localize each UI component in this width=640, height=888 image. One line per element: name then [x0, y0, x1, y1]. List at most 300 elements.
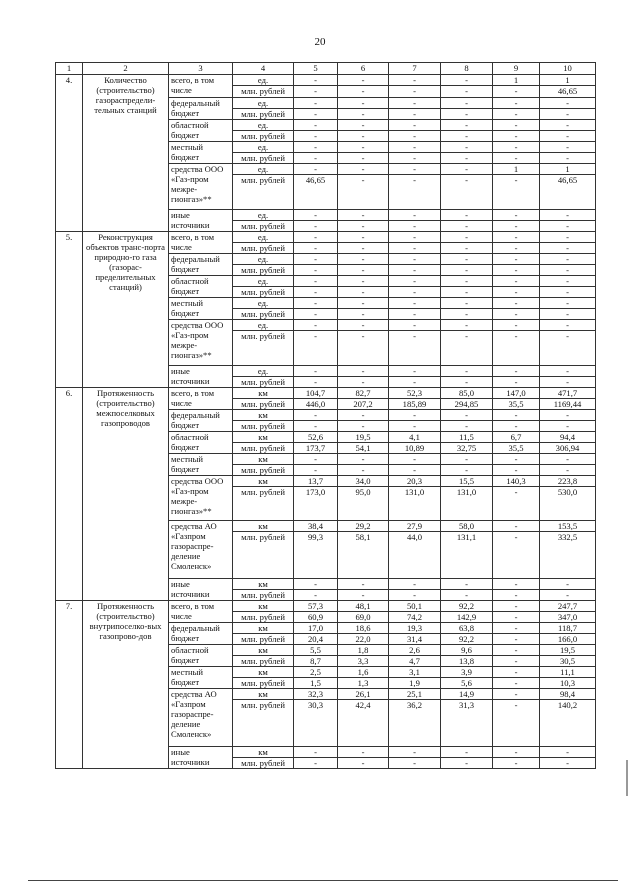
unit-cell: млн. рублей — [233, 309, 294, 320]
value-col-6: - — [338, 331, 389, 366]
value-col-7: - — [389, 86, 441, 98]
value-col-9: - — [493, 590, 540, 601]
value-col-7: 52,3 — [389, 388, 441, 399]
value-col-7: - — [389, 287, 441, 298]
value-col-7: 50,1 — [389, 601, 441, 612]
value-col-5: - — [294, 131, 338, 142]
column-header-5: 5 — [294, 63, 338, 75]
value-col-5: - — [294, 86, 338, 98]
value-col-6: 19,5 — [338, 432, 389, 443]
page-number: 20 — [314, 36, 326, 48]
unit-cell: млн. рублей — [233, 634, 294, 645]
value-col-7: - — [389, 164, 441, 175]
value-col-6: - — [338, 320, 389, 331]
value-col-5: - — [294, 421, 338, 432]
unit-cell: млн. рублей — [233, 175, 294, 210]
value-col-5: - — [294, 75, 338, 86]
value-col-10: 46,65 — [540, 86, 596, 98]
indicator-number: 5. — [56, 232, 83, 388]
value-col-9: - — [493, 454, 540, 465]
value-col-6: - — [338, 309, 389, 320]
funding-source: местный бюджет — [169, 667, 233, 689]
value-col-9: - — [493, 579, 540, 590]
value-col-8: 85,0 — [441, 388, 493, 399]
column-header-3: 3 — [169, 63, 233, 75]
indicator-name: Протяженность (строительство) внутрипоселко-вых газопрово-дов — [83, 601, 169, 769]
value-col-8: - — [441, 164, 493, 175]
unit-cell: ед. — [233, 210, 294, 221]
value-col-10: 19,5 — [540, 645, 596, 656]
value-col-7: - — [389, 320, 441, 331]
value-col-10: 118,7 — [540, 623, 596, 634]
funding-source: областной бюджет — [169, 120, 233, 142]
value-col-5: - — [294, 153, 338, 164]
value-col-8: - — [441, 131, 493, 142]
value-col-5: 38,4 — [294, 521, 338, 532]
value-col-5: 104,7 — [294, 388, 338, 399]
value-col-5: - — [294, 142, 338, 153]
funding-source: федеральный бюджет — [169, 623, 233, 645]
value-col-7: - — [389, 309, 441, 320]
value-col-9: - — [493, 667, 540, 678]
value-col-9: - — [493, 645, 540, 656]
unit-cell: км — [233, 476, 294, 487]
value-col-10: - — [540, 232, 596, 243]
value-col-10: 94,4 — [540, 432, 596, 443]
value-col-7: - — [389, 265, 441, 276]
value-col-9: - — [493, 298, 540, 309]
value-col-5: - — [294, 287, 338, 298]
column-header-10: 10 — [540, 63, 596, 75]
value-col-6: - — [338, 86, 389, 98]
value-col-5: 2,5 — [294, 667, 338, 678]
value-col-8: 32,75 — [441, 443, 493, 454]
value-col-8: 5,6 — [441, 678, 493, 689]
unit-cell: млн. рублей — [233, 590, 294, 601]
value-col-10: - — [540, 758, 596, 769]
value-col-10: - — [540, 579, 596, 590]
value-col-8: - — [441, 309, 493, 320]
value-col-5: - — [294, 309, 338, 320]
value-col-5: 52,6 — [294, 432, 338, 443]
value-col-10: - — [540, 309, 596, 320]
value-col-7: - — [389, 142, 441, 153]
value-col-5: 5,5 — [294, 645, 338, 656]
value-col-10: - — [540, 421, 596, 432]
value-col-5: - — [294, 454, 338, 465]
value-col-8: 15,5 — [441, 476, 493, 487]
value-col-8: 92,2 — [441, 601, 493, 612]
value-col-7: - — [389, 298, 441, 309]
value-col-7: 1,9 — [389, 678, 441, 689]
funding-source: областной бюджет — [169, 645, 233, 667]
value-col-8: 63,8 — [441, 623, 493, 634]
value-col-8: - — [441, 579, 493, 590]
value-col-7: 27,9 — [389, 521, 441, 532]
value-col-6: 22,0 — [338, 634, 389, 645]
value-col-6: 48,1 — [338, 601, 389, 612]
value-col-5: 446,0 — [294, 399, 338, 410]
value-col-8: 13,8 — [441, 656, 493, 667]
value-col-6: - — [338, 590, 389, 601]
value-col-10: - — [540, 377, 596, 388]
value-col-8: - — [441, 221, 493, 232]
unit-cell: млн. рублей — [233, 265, 294, 276]
column-header-4: 4 — [233, 63, 294, 75]
unit-cell: млн. рублей — [233, 377, 294, 388]
table-row — [56, 388, 596, 399]
value-col-9: - — [493, 120, 540, 131]
value-col-8: - — [441, 142, 493, 153]
unit-cell: млн. рублей — [233, 758, 294, 769]
value-col-6: 3,3 — [338, 656, 389, 667]
value-col-5: - — [294, 276, 338, 287]
unit-cell: млн. рублей — [233, 399, 294, 410]
unit-cell: ед. — [233, 298, 294, 309]
value-col-10: - — [540, 98, 596, 109]
value-col-7: - — [389, 758, 441, 769]
funding-source: местный бюджет — [169, 298, 233, 320]
value-col-9: - — [493, 521, 540, 532]
table-row — [56, 232, 596, 243]
value-col-7: - — [389, 454, 441, 465]
value-col-8: 9,6 — [441, 645, 493, 656]
value-col-6: - — [338, 747, 389, 758]
funding-source: средства ООО «Газ-пром межре-гионгаз»** — [169, 476, 233, 521]
value-col-7: - — [389, 153, 441, 164]
value-col-5: 173,7 — [294, 443, 338, 454]
value-col-7: 4,7 — [389, 656, 441, 667]
value-col-8: - — [441, 232, 493, 243]
value-col-8: 142,9 — [441, 612, 493, 623]
value-col-6: - — [338, 75, 389, 86]
unit-cell: млн. рублей — [233, 532, 294, 579]
value-col-5: - — [294, 254, 338, 265]
value-col-6: 54,1 — [338, 443, 389, 454]
unit-cell: ед. — [233, 164, 294, 175]
value-col-6: - — [338, 287, 389, 298]
unit-cell: км — [233, 432, 294, 443]
unit-cell: млн. рублей — [233, 443, 294, 454]
indicator-number: 6. — [56, 388, 83, 601]
column-header-1: 1 — [56, 63, 83, 75]
value-col-6: - — [338, 243, 389, 254]
value-col-7: - — [389, 243, 441, 254]
value-col-7: - — [389, 377, 441, 388]
value-col-6: - — [338, 164, 389, 175]
value-col-9: - — [493, 612, 540, 623]
value-col-9: - — [493, 153, 540, 164]
funding-source: всего, в том числе — [169, 601, 233, 623]
unit-cell: ед. — [233, 366, 294, 377]
value-col-8: - — [441, 377, 493, 388]
value-col-10: - — [540, 109, 596, 120]
value-col-6: 1,6 — [338, 667, 389, 678]
value-col-9: - — [493, 532, 540, 579]
value-col-10: - — [540, 153, 596, 164]
column-header-2: 2 — [83, 63, 169, 75]
value-col-8: 92,2 — [441, 634, 493, 645]
unit-cell: ед. — [233, 75, 294, 86]
indicator-number: 7. — [56, 601, 83, 769]
value-col-5: - — [294, 590, 338, 601]
value-col-10: - — [540, 410, 596, 421]
unit-cell: млн. рублей — [233, 221, 294, 232]
unit-cell: млн. рублей — [233, 678, 294, 689]
value-col-10: 10,3 — [540, 678, 596, 689]
indicator-number: 4. — [56, 75, 83, 232]
value-col-10: - — [540, 265, 596, 276]
value-col-10: - — [540, 320, 596, 331]
value-col-10: 1169,44 — [540, 399, 596, 410]
value-col-9: - — [493, 377, 540, 388]
value-col-8: 31,3 — [441, 700, 493, 747]
unit-cell: км — [233, 579, 294, 590]
value-col-5: - — [294, 120, 338, 131]
value-col-7: - — [389, 120, 441, 131]
unit-cell: млн. рублей — [233, 700, 294, 747]
value-col-5: 99,3 — [294, 532, 338, 579]
value-col-9: - — [493, 210, 540, 221]
value-col-6: - — [338, 454, 389, 465]
value-col-8: - — [441, 590, 493, 601]
value-col-8: - — [441, 254, 493, 265]
value-col-5: 30,3 — [294, 700, 338, 747]
unit-cell: ед. — [233, 142, 294, 153]
unit-cell: млн. рублей — [233, 487, 294, 521]
value-col-6: - — [338, 109, 389, 120]
value-col-8: 58,0 — [441, 521, 493, 532]
unit-cell: км — [233, 410, 294, 421]
value-col-5: 13,7 — [294, 476, 338, 487]
unit-cell: км — [233, 667, 294, 678]
value-col-5: 8,7 — [294, 656, 338, 667]
funding-source: средства АО «Газпром газораспре-деление Смоленск» — [169, 689, 233, 747]
value-col-7: 19,3 — [389, 623, 441, 634]
value-col-9: - — [493, 243, 540, 254]
value-col-9: - — [493, 700, 540, 747]
value-col-10: - — [540, 254, 596, 265]
unit-cell: млн. рублей — [233, 465, 294, 476]
funding-source: областной бюджет — [169, 276, 233, 298]
value-col-10: 471,7 — [540, 388, 596, 399]
value-col-7: - — [389, 254, 441, 265]
value-col-6: 26,1 — [338, 689, 389, 700]
funding-source: областной бюджет — [169, 432, 233, 454]
value-col-10: - — [540, 131, 596, 142]
value-col-5: 46,65 — [294, 175, 338, 210]
value-col-6: 207,2 — [338, 399, 389, 410]
value-col-7: - — [389, 465, 441, 476]
value-col-5: 1,5 — [294, 678, 338, 689]
value-col-5: - — [294, 579, 338, 590]
unit-cell: млн. рублей — [233, 656, 294, 667]
value-col-6: 58,1 — [338, 532, 389, 579]
value-col-8: - — [441, 276, 493, 287]
value-col-8: - — [441, 98, 493, 109]
funding-source: всего, в том числе — [169, 388, 233, 410]
value-col-10: - — [540, 142, 596, 153]
value-col-10: - — [540, 465, 596, 476]
value-col-10: 347,0 — [540, 612, 596, 623]
funding-source: средства АО «Газпром газораспре-деление Смоленск» — [169, 521, 233, 579]
value-col-7: - — [389, 221, 441, 232]
unit-cell: млн. рублей — [233, 287, 294, 298]
value-col-8: 14,9 — [441, 689, 493, 700]
scan-margin-mark — [626, 760, 628, 796]
value-col-7: 36,2 — [389, 700, 441, 747]
value-col-8: - — [441, 210, 493, 221]
value-col-10: - — [540, 298, 596, 309]
value-col-5: - — [294, 109, 338, 120]
value-col-5: - — [294, 232, 338, 243]
unit-cell: ед. — [233, 254, 294, 265]
value-col-6: 1,3 — [338, 678, 389, 689]
value-col-8: - — [441, 243, 493, 254]
value-col-10: 332,5 — [540, 532, 596, 579]
unit-cell: млн. рублей — [233, 612, 294, 623]
funding-source: иные источники — [169, 579, 233, 601]
value-col-9: - — [493, 86, 540, 98]
value-col-6: 29,2 — [338, 521, 389, 532]
value-col-10: 11,1 — [540, 667, 596, 678]
value-col-8: - — [441, 454, 493, 465]
value-col-8: - — [441, 421, 493, 432]
value-col-9: 140,3 — [493, 476, 540, 487]
program-indicators-table — [55, 62, 596, 769]
value-col-6: 18,6 — [338, 623, 389, 634]
value-col-7: - — [389, 366, 441, 377]
unit-cell: ед. — [233, 98, 294, 109]
funding-source: иные источники — [169, 747, 233, 769]
value-col-6: 1,8 — [338, 645, 389, 656]
value-col-10: 530,0 — [540, 487, 596, 521]
value-col-6: - — [338, 298, 389, 309]
value-col-8: - — [441, 109, 493, 120]
value-col-6: - — [338, 366, 389, 377]
value-col-6: - — [338, 210, 389, 221]
value-col-8: 294,85 — [441, 399, 493, 410]
value-col-6: - — [338, 758, 389, 769]
value-col-10: - — [540, 454, 596, 465]
unit-cell: млн. рублей — [233, 109, 294, 120]
value-col-9: 35,5 — [493, 399, 540, 410]
unit-cell: ед. — [233, 120, 294, 131]
value-col-5: - — [294, 265, 338, 276]
value-col-5: - — [294, 410, 338, 421]
unit-cell: км — [233, 747, 294, 758]
value-col-7: - — [389, 175, 441, 210]
value-col-6: - — [338, 98, 389, 109]
table-row — [56, 601, 596, 612]
value-col-10: 166,0 — [540, 634, 596, 645]
indicator-name: Количество (строительство) газораспредели-тельных станций — [83, 75, 169, 232]
unit-cell: ед. — [233, 232, 294, 243]
value-col-8: - — [441, 75, 493, 86]
unit-cell: км — [233, 689, 294, 700]
funding-source: средства ООО «Газ-пром межре-гионгаз»** — [169, 164, 233, 210]
unit-cell: км — [233, 623, 294, 634]
value-col-9: - — [493, 634, 540, 645]
value-col-10: 1 — [540, 75, 596, 86]
value-col-8: - — [441, 410, 493, 421]
value-col-6: - — [338, 410, 389, 421]
value-col-10: 140,2 — [540, 700, 596, 747]
value-col-9: - — [493, 287, 540, 298]
value-col-9: - — [493, 309, 540, 320]
value-col-5: - — [294, 758, 338, 769]
unit-cell: км — [233, 601, 294, 612]
value-col-10: 98,4 — [540, 689, 596, 700]
value-col-5: - — [294, 221, 338, 232]
value-col-8: - — [441, 320, 493, 331]
header-row — [56, 63, 596, 75]
value-col-5: - — [294, 243, 338, 254]
value-col-9: - — [493, 331, 540, 366]
value-col-9: - — [493, 232, 540, 243]
value-col-5: 60,9 — [294, 612, 338, 623]
unit-cell: млн. рублей — [233, 131, 294, 142]
value-col-6: 82,7 — [338, 388, 389, 399]
value-col-10: - — [540, 243, 596, 254]
value-col-7: 20,3 — [389, 476, 441, 487]
value-col-9: - — [493, 487, 540, 521]
value-col-7: - — [389, 579, 441, 590]
funding-source: местный бюджет — [169, 142, 233, 164]
value-col-9: - — [493, 320, 540, 331]
value-col-6: - — [338, 254, 389, 265]
value-col-5: 20,4 — [294, 634, 338, 645]
value-col-9: 1 — [493, 75, 540, 86]
value-col-6: - — [338, 265, 389, 276]
value-col-6: - — [338, 421, 389, 432]
value-col-7: 10,89 — [389, 443, 441, 454]
value-col-5: 57,3 — [294, 601, 338, 612]
value-col-10: - — [540, 221, 596, 232]
value-col-9: - — [493, 221, 540, 232]
value-col-8: - — [441, 86, 493, 98]
value-col-5: - — [294, 331, 338, 366]
value-col-9: - — [493, 366, 540, 377]
value-col-5: - — [294, 320, 338, 331]
value-col-8: - — [441, 758, 493, 769]
value-col-5: - — [294, 747, 338, 758]
column-header-8: 8 — [441, 63, 493, 75]
unit-cell: млн. рублей — [233, 331, 294, 366]
value-col-5: - — [294, 366, 338, 377]
value-col-6: - — [338, 131, 389, 142]
value-col-6: 42,4 — [338, 700, 389, 747]
value-col-8: - — [441, 120, 493, 131]
value-col-9: - — [493, 98, 540, 109]
value-col-9: - — [493, 109, 540, 120]
value-col-7: 4,1 — [389, 432, 441, 443]
value-col-8: - — [441, 287, 493, 298]
funding-source: всего, в том числе — [169, 232, 233, 254]
indicator-name: Реконструкция объектов транс-порта природно-го газа (газорас-пределительных станций) — [83, 232, 169, 388]
value-col-10: 306,94 — [540, 443, 596, 454]
value-col-7: - — [389, 98, 441, 109]
indicator-name: Протяженность (строительство) межпоселковых газопроводов — [83, 388, 169, 601]
value-col-9: - — [493, 421, 540, 432]
value-col-7: 44,0 — [389, 532, 441, 579]
value-col-8: - — [441, 331, 493, 366]
value-col-8: - — [441, 366, 493, 377]
value-col-10: - — [540, 331, 596, 366]
value-col-7: 131,0 — [389, 487, 441, 521]
value-col-7: 185,89 — [389, 399, 441, 410]
unit-cell: млн. рублей — [233, 86, 294, 98]
